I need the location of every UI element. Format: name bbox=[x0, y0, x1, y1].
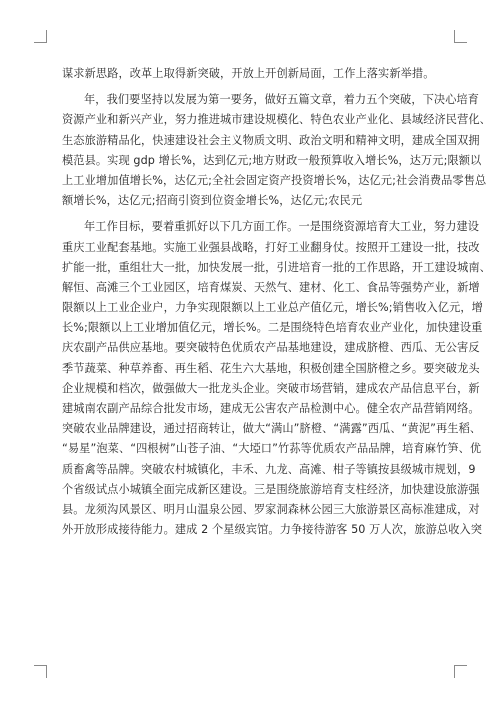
paragraph-2-line-5: 上工业增加值增长%，达亿元;全社会固定资产投资增长%，达亿元;社会消费品零售总 bbox=[62, 173, 487, 187]
crop-mark-top-left bbox=[34, 30, 47, 43]
paragraph-3-line-11: 突破农业品牌建设，通过招商转让，做大“满山”脐橙、“满露”西瓜、“黄泥”再生稻、 bbox=[62, 422, 482, 436]
paragraph-3-line-12: “易星”泡菜、“四根树”山苍子油、“大埡口”竹荪等优质农产品品牌，培育麻竹笋、优 bbox=[62, 442, 482, 456]
paragraph-3-line-14: 个省级试点小城镇全面完成新区建设。三是围绕旅游培育支柱经济，加快建设旅游强 bbox=[62, 482, 480, 496]
document-body bbox=[62, 64, 491, 540]
paragraph-2-line-4: 模范县。实现 gdp 增长%，达到亿元;地方财政一般预算收入增长%，达万元;限额以 bbox=[62, 153, 482, 167]
crop-mark-top-right bbox=[454, 30, 467, 43]
paragraph-3-line-4: 解恒、高滩三个工业园区，培育煤炭、天然气、建材、化工、食品等强势产业，新增 bbox=[62, 280, 480, 294]
paragraph-3-line-13: 质畜禽等品牌。突破农村城镇化，丰禾、九龙、高滩、柑子等镇按县级城市规划，9 bbox=[62, 462, 476, 476]
paragraph-3-line-16: 外开放形成接待能力。建成 2 个星级宾馆。力争接待游客 50 万人次，旅游总收入突 bbox=[62, 523, 483, 537]
paragraph-3-line-6: 长%;限额以上工业增加值亿元，增长%。二是围绕特色培育农业产业化，加快建设重 bbox=[62, 321, 483, 335]
paragraph-3-line-7: 庆农副产品供应基地。要突破特色优质农产品基地建设，建成脐橙、西瓜、无公害反 bbox=[62, 341, 480, 355]
paragraph-3-line-5: 限额以上工业企业户，力争实现限额以上工业总产值亿元，增长%;销售收入亿元，增 bbox=[62, 301, 483, 315]
paragraph-3-line-8: 季节蔬菜、种草养畜、再生稻、花生六大基地，积极创建全国脐橙之乡。要突破龙头 bbox=[62, 361, 480, 375]
paragraph-2-line-6: 额增长%，达亿元;招商引资到位资金增长%，达亿元;农民元 bbox=[62, 194, 363, 208]
paragraph-3-line-2: 重庆工业配套基地。实施工业强县战略，打好工业翻身仗。按照开工建设一批，技改 bbox=[62, 240, 480, 254]
paragraph-3-line-9: 企业规模和档次，做强做大一批龙头企业。突破市场营销，建成农产品信息平台，新 bbox=[62, 381, 480, 395]
paragraph-2-line-1: 年，我们要坚持以发展为第一要务，做好五篇文章，着力五个突破，下决心培育 bbox=[84, 93, 480, 107]
paragraph-3-line-1: 年工作目标，要着重抓好以下几方面工作。一是围绕资源培育大工业，努力建设 bbox=[84, 220, 480, 234]
paragraph-2-line-2: 资源产业和新兴产业，努力推进城市建设规模化、特色农业产业化、县域经济民营化、 bbox=[62, 113, 491, 127]
paragraph-2-line-3: 生态旅游精品化，快速建设社会主义物质文明、政治文明和精神文明，建成全国双拥 bbox=[62, 133, 480, 147]
crop-mark-bottom-left bbox=[34, 665, 47, 678]
paragraph-3-line-3: 扩能一批，重组壮大一批，加快发展一批，引进培育一批的工作思路，开工建设城南、 bbox=[62, 260, 491, 274]
paragraph-3-line-10: 建城南农副产品综合批发市场，建成无公害农产品检测中心。健全农产品营销网络。 bbox=[62, 402, 480, 415]
paragraph-3-line-15: 县。龙须沟风景区、明月山温泉公园、罗家洞森林公园三大旅游景区高标准建成，对 bbox=[62, 502, 480, 516]
crop-mark-bottom-right bbox=[454, 665, 467, 678]
paragraph-1-line-1: 谋求新思路，改革上取得新突破，开放上开创新局面，工作上落实新举措。 bbox=[62, 67, 435, 80]
